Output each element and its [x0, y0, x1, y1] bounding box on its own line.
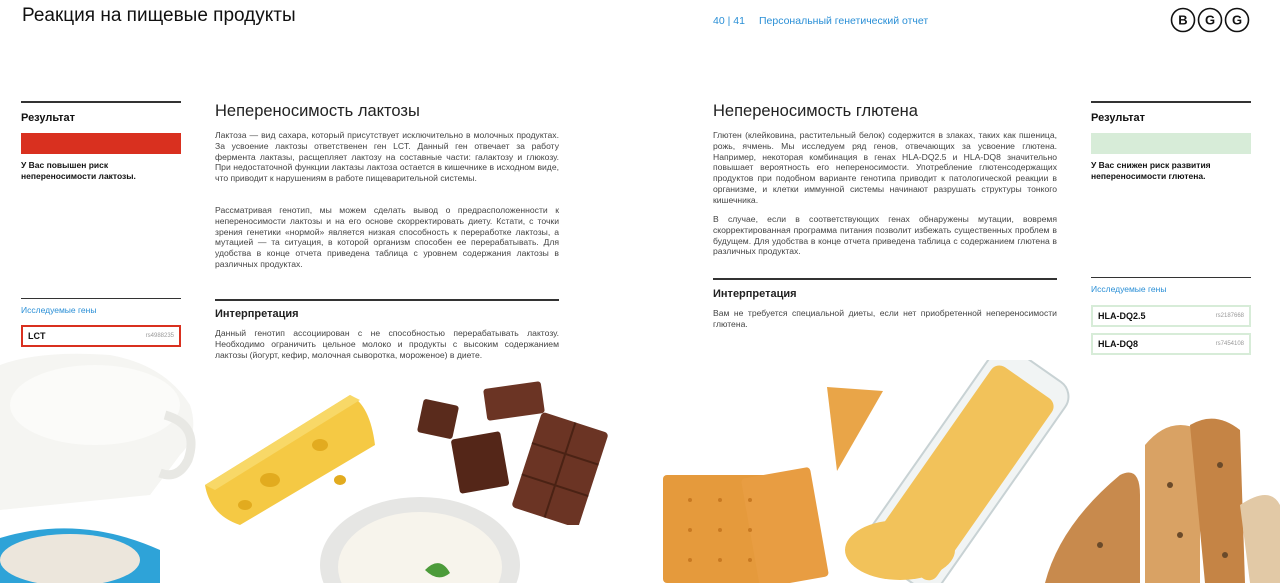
gluten-title: Непереносимость глютена — [713, 102, 918, 120]
interpretation-text-lactose: Данный генотип ассоциирован с не способностью перерабатывать лактозу. Необходимо ограничить цельное молоко и продукты с высоким содержанием лактозы (йогурт, кефир, молочная сыворотка, мороженое) в диете. — [215, 328, 559, 360]
milk-cup-image — [0, 520, 165, 583]
gene-name: LCT — [28, 331, 46, 341]
genes-divider-left — [21, 298, 181, 299]
result-text-gluten: У Вас снижен риск развития непереносимости глютена. — [1091, 160, 1211, 181]
logo-letter-1: B — [1178, 12, 1188, 28]
genes-label-lactose: Исследуемые гены — [21, 305, 97, 315]
interpretation-divider-lactose — [215, 299, 559, 301]
gene-card-hla-dq8[interactable] — [1091, 333, 1251, 355]
result-text-lactose: У Вас повышен риск непереносимости лактозы. — [21, 160, 136, 181]
result-indicator-gluten — [1091, 133, 1251, 154]
gene-rs-id: rs2187668 — [1215, 313, 1244, 319]
result-label-gluten: Результат — [1091, 112, 1146, 124]
genes-divider-right — [1091, 277, 1251, 278]
interpretation-title-gluten: Интерпретация — [713, 288, 797, 300]
lactose-paragraph-2: Рассматривая генотип, мы можем сделать вывод о предрасположенности к непереносимости лактозы и на его основе скорректировать диету. Кстати, с точки зрения генетики «нормой» является низкая способность к переработке лактозы, а мутацией — та ситуация, в которой организм способен ее перерабатывать. Для удобства в конце отчета приведена таблица с уровнем содержания лактозы в различных продуктах. — [215, 205, 559, 269]
gene-name: HLA-DQ2.5 — [1098, 311, 1146, 321]
gene-card-hla-dq2-5[interactable] — [1091, 305, 1251, 327]
page-title: Реакция на пищевые продукты — [22, 5, 296, 26]
gene-name: HLA-DQ8 — [1098, 339, 1138, 349]
gene-rs-id: rs7454108 — [1215, 341, 1244, 347]
interpretation-text-gluten: Вам не требуется специальной диеты, если нет приобретенной непереносимости глютена. — [713, 308, 1057, 329]
bgg-logo — [1170, 7, 1250, 33]
result-label-lactose: Результат — [21, 112, 76, 124]
lactose-paragraph-1: Лактоза — вид сахара, который присутствует исключительно в молочных продуктах. За усвоение лактозы ответственен ген LCT. Данный ген отвечает за работу фермента лактазы, расщепляет лактозу на составные части: галактозу и глюкозу. При недостаточной функции лактазы лактоза остается в кишечнике в исходном виде, что приводит к нарушениям в работе пищеварительной системы. — [215, 130, 559, 184]
bread-image — [1040, 405, 1280, 583]
result-divider-left — [21, 101, 181, 103]
gene-rs-id: rs4988235 — [145, 333, 174, 339]
milk-jug-image — [0, 345, 200, 510]
result-divider-right — [1091, 101, 1251, 103]
interpretation-title-lactose: Интерпретация — [215, 308, 299, 320]
crackers-image — [655, 460, 835, 583]
logo-letter-2: G — [1204, 12, 1216, 28]
gene-card-lct[interactable] — [21, 325, 181, 347]
report-title: Персональный генетический отчет — [759, 15, 929, 27]
page-numbers: 40 | 41 — [713, 15, 745, 27]
genes-label-gluten: Исследуемые гены — [1091, 284, 1167, 294]
logo-letter-3: G — [1231, 12, 1243, 28]
gluten-paragraph-1: Глютен (клейковина, растительный белок) содержится в злаках, таких как пшеница, рожь, ячмень. Мы исследуем ряд генов, отвечающих за усвоение глютена. Например, некоторая комбинация в генах HLA-DQ2.5 и HLA-DQ8 значительно повышает вероятность его непереносимости. Употребление глютенсодержащих продуктов при подобном варианте генотипа приводит к патологической реакции в организме, и клетки иммунной системы начинают разрушать структуры тонкого кишечника. — [713, 130, 1057, 205]
interpretation-divider-gluten — [713, 278, 1057, 280]
gluten-paragraph-2: В случае, если в соответствующих генах обнаружены мутации, вовремя скорректированная программа питания позволит избежать существенных проблем в будущем. Для удобства в конце отчета приведена таблица с содержанием глютена в различных продуктах. — [713, 214, 1057, 257]
cottage-cheese-image — [320, 495, 520, 583]
lactose-title: Непереносимость лактозы — [215, 102, 420, 120]
result-indicator-lactose — [21, 133, 181, 154]
